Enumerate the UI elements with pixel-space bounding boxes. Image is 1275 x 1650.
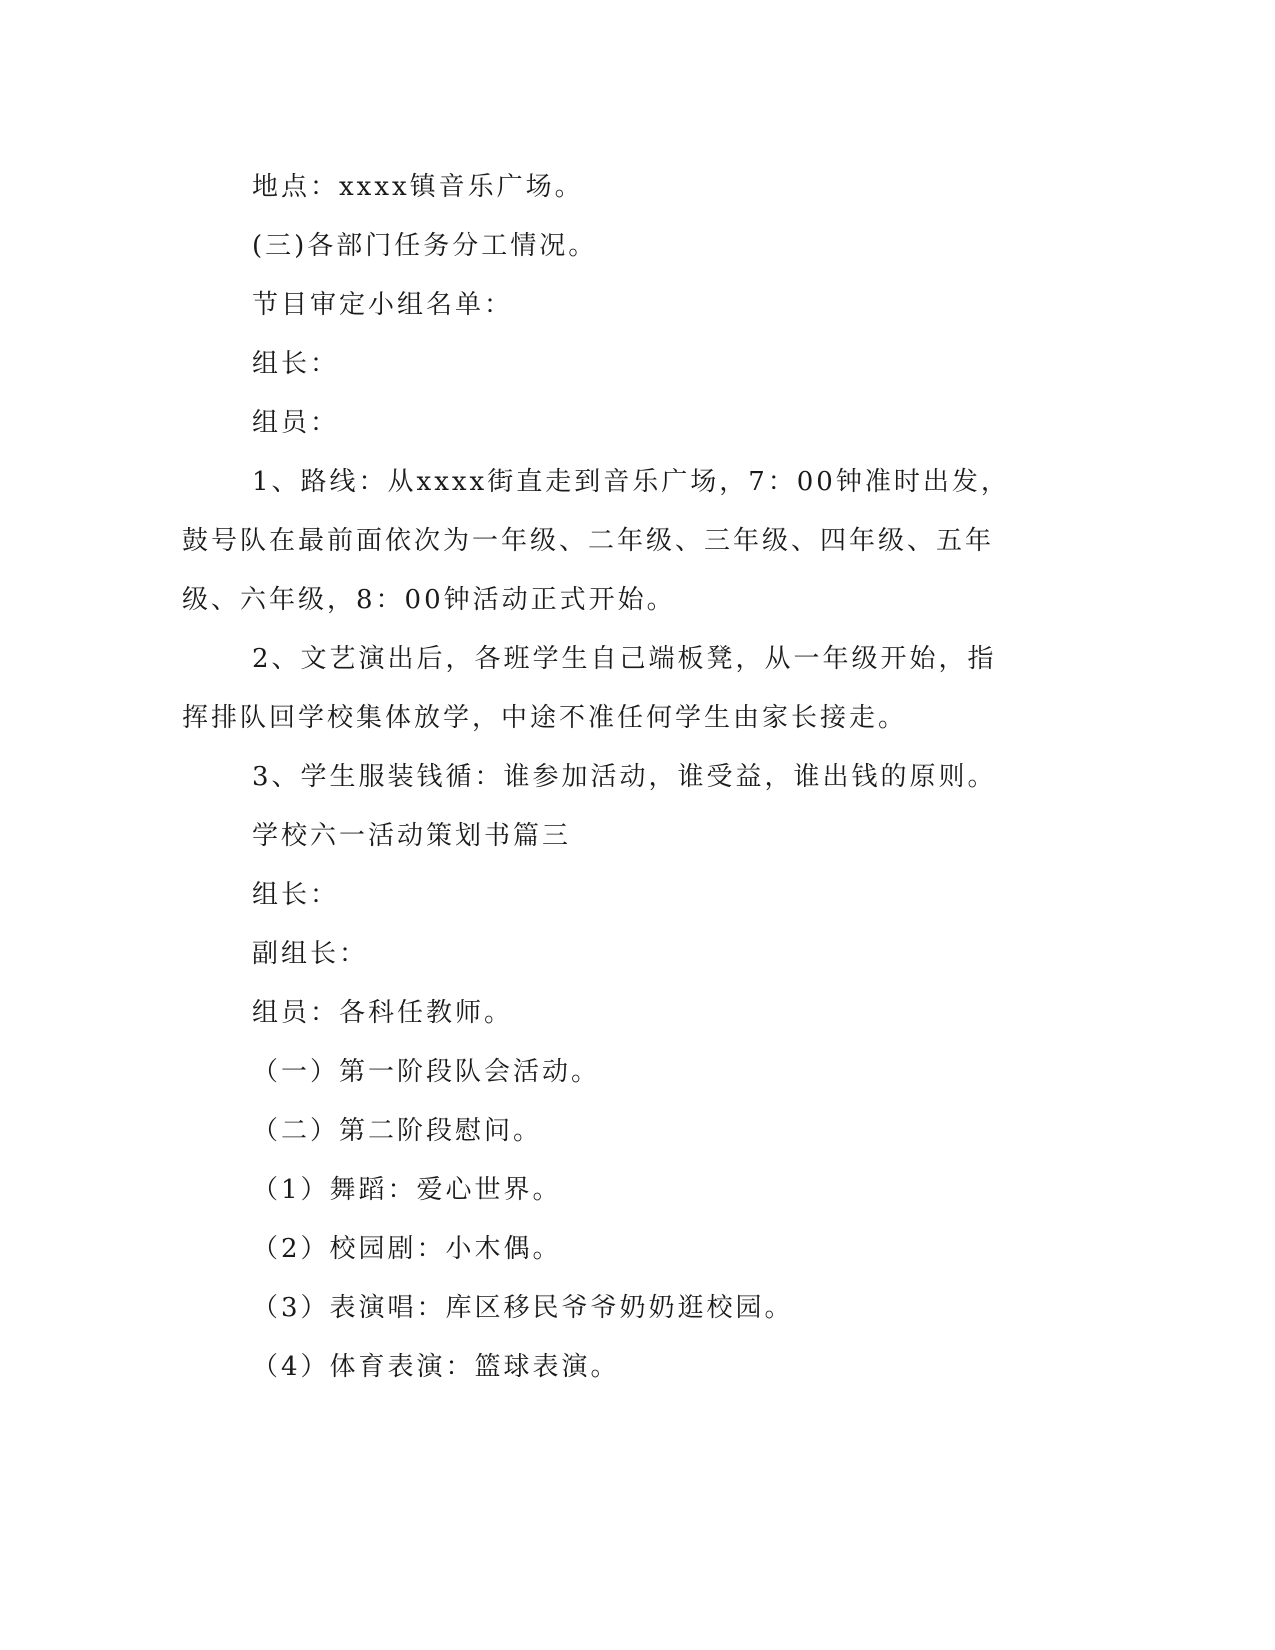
paragraph-leader: 组长：	[252, 880, 340, 910]
paragraph-stage-one: （一）第一阶段队会活动。	[252, 1057, 601, 1087]
paragraph-costume-payment: 3、学生服装钱循：谁参加活动，谁受益，谁出钱的原则。	[252, 762, 997, 792]
paragraph-location: 地点：xxxx镇音乐广场。	[252, 172, 584, 202]
paragraph-deputy-leader: 副组长：	[252, 939, 369, 969]
paragraph-section-three-heading: (三)各部门任务分工情况。	[252, 231, 598, 261]
paragraph-members-teachers: 组员：各科任教师。	[252, 998, 514, 1028]
paragraph-stage-two: （二）第二阶段慰问。	[252, 1116, 543, 1146]
paragraph-item-performance-singing: （3）表演唱：库区移民爷爷奶奶逛校园。	[252, 1293, 794, 1323]
paragraph-plan-part-three-title: 学校六一活动策划书篇三	[252, 821, 572, 851]
paragraph-after-performance: 2、文艺演出后，各班学生自己端板凳，从一年级开始，指挥排队回学校集体放学，中途不准任何学生由家长接走。	[182, 644, 997, 733]
paragraph-group-members: 组员：	[252, 408, 340, 438]
paragraph-route: 1、路线：从xxxx街直走到音乐广场，7：00钟准时出发，鼓号队在最前面依次为一年级、二年级、三年级、四年级、五年级、六年级，8：00钟活动正式开始。	[182, 467, 1010, 615]
paragraph-item-sports-performance: （4）体育表演：篮球表演。	[252, 1352, 620, 1382]
paragraph-item-dance: （1）舞蹈：爱心世界。	[252, 1175, 562, 1205]
paragraph-item-campus-drama: （2）校园剧：小木偶。	[252, 1234, 562, 1264]
document-body	[182, 158, 1022, 1397]
paragraph-group-leader: 组长：	[252, 349, 340, 379]
paragraph-review-group-list: 节目审定小组名单：	[252, 290, 514, 320]
